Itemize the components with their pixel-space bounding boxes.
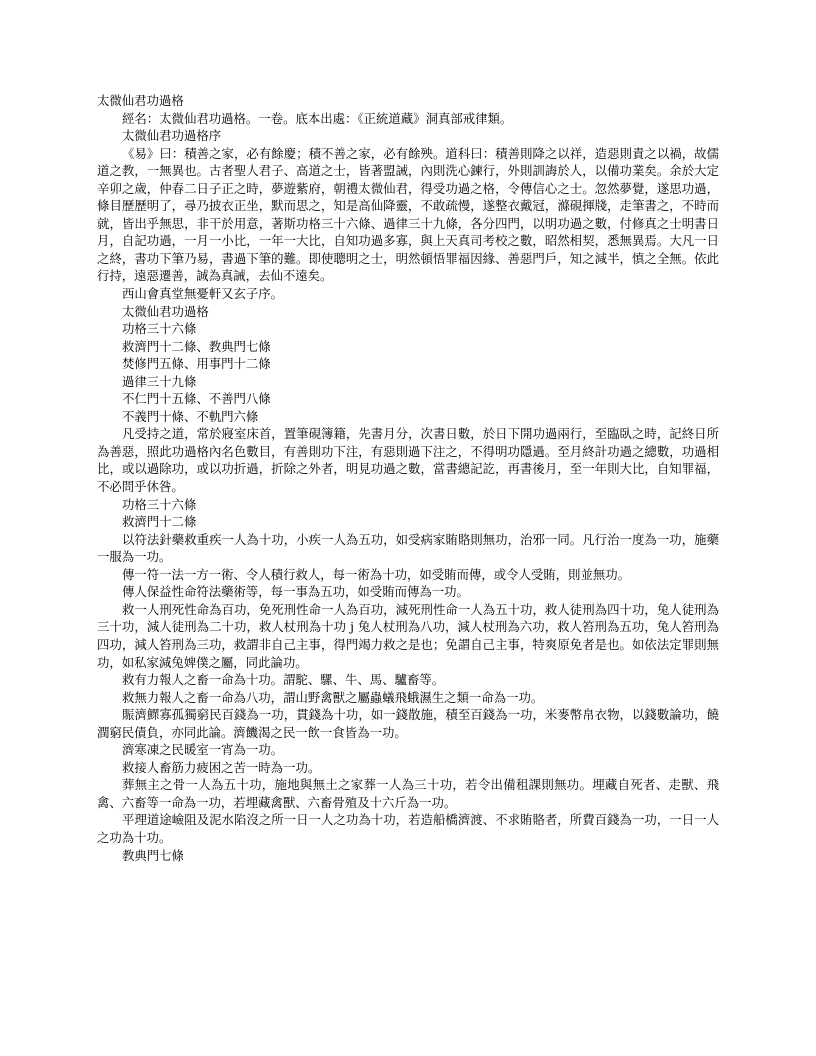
practice-instructions: 凡受持之道，常於寢室床首，置筆硯簿籍，先書月分，次書日數，於日下開功過兩行，至臨臥之時，記終日所為善惡，照此功過格內名色數目，有善則功下注，有惡則過下注之，不得明功隱過。至月終計功過之總數，功過相比，或以過除功，或以功折過，折除之外者，明見功過之數，當書總記訖，再書後月，至一年則大比，自知罪福，不必問乎休咎。	[97, 426, 719, 495]
merit-clause-save-working-animals: 救有力報人之畜一命為十功。謂駝、騾、牛、馬、驢畜等。	[122, 672, 445, 688]
merit-clause-healing: 以符法針藥救重疾一人為十功，小疾一人為五功，如受病家賄賂則無功，治邪一同。凡行治一度為一功，施藥一服為一功。	[97, 531, 719, 565]
merit-section-heading: 功格三十六條	[122, 496, 197, 512]
merit-clause-transmit-method: 傳一符一法一方一術、令人積行救人，每一術為十功，如受賄而傳，或令人受賄，則並無功。	[122, 566, 631, 582]
demerit-gates-line-2: 不義門十條、不軌門六條	[122, 408, 259, 424]
preface-paragraph: 《易》曰：積善之家，必有餘慶；積不善之家，必有餘殃。道科曰：積善則降之以祥，造惡則責之以禍，故儒道之教，一無異也。古者聖人君子、高道之士，皆著盟誡，內則洗心鍊行，外則訓誨於人，以備功業矣。余於大定辛卯之歲，仲春二日子正之時，夢遊紫府，朝禮太微仙君，得受功過之格，令傳信心之士。忽然夢覺，遂思功過，條目歷歷明了，尋乃披衣正坐，默而思之，知是高仙降靈，不敢疏慢，遂整衣戴冠，滌硯揮牋，走筆書之，不時而就，皆出乎無思，非干於用意，著斯功格三十六條、過律三十九條，各分四門，以明功過之數，付修真之士明書日月，自記功過，一月一小比，一年一大比，自知功過多寡，與上天真司考校之數，昭然相契，悉無異焉。大凡一日之終，書功下筆乃易，書過下筆的難。即使聰明之士，明然頓悟罪福因緣、善惡門戶，知之減半，慎之全無。依此行持，遠惡遷善，誠為真誡，去仙不遠矣。	[97, 145, 719, 284]
merit-clause-save-wild-creatures: 救無力報人之畜一命為八功，謂山野禽獸之屬蟲蟻飛蛾濕生之類一命為一功。	[122, 689, 544, 705]
merit-gates-line-1: 救濟門十二條、教典門七條	[122, 338, 271, 354]
scripture-info: 經名：太微仙君功過格。一卷。底本出處：《正統道藏》洞真部戒律類。	[122, 110, 513, 126]
demerit-count-heading: 過律三十九條	[122, 373, 197, 389]
merit-clause-warm-shelter: 濟寒凍之民暖室一宵為一功。	[122, 742, 284, 758]
demerit-gates-line-1: 不仁門十五條、不善門八條	[122, 391, 271, 407]
merit-gates-line-2: 焚修門五條、用事門十二條	[122, 356, 271, 372]
merit-count-heading: 功格三十六條	[122, 321, 197, 337]
scripture-gate-heading: 教典門七條	[122, 847, 184, 863]
preface-signature: 西山會真堂無憂軒又玄子序。	[122, 286, 284, 302]
merit-clause-road-repair: 平理道途嶮阻及泥水陷沒之所一日一人之功為十功，若造船橋濟渡、不求賄賂者，所費百錢為一功，一日一人之功為十功。	[97, 812, 719, 845]
merit-clause-burial: 葬無主之骨一人為五十功，施地與無土之家葬一人為三十功，若令出備租課則無功。埋藏自死者、走獸、飛禽、六畜等一命為一功，若埋藏禽獸、六畜骨殖及十六斤為一功。	[97, 777, 719, 810]
merit-clause-relieve-poor: 賑濟鰥寡孤獨窮民百錢為一功，貫錢為十功，如一錢散施，積至百錢為一功，米麥幣帛衣物，以錢數論功，饒潤窮民債負，亦同此論。濟饑渴之民一飲一食皆為一功。	[97, 707, 719, 740]
work-title-repeat: 太微仙君功過格	[122, 303, 209, 319]
relief-gate-heading: 救濟門十二條	[122, 514, 197, 530]
preface-heading: 太微仙君功過格序	[122, 128, 222, 144]
merit-clause-preserve-life: 傳人保益性命符法藥術等，每一事為五功，如受賄而傳為一功。	[122, 584, 469, 600]
merit-clause-save-from-punishment: 救一人刑死性命為百功，免死刑性命一人為百功，減死刑性命一人為五十功，救人徒刑為四十功，兔人徒刑為三十功，減人徒刑為二十功，救人杖刑為十功 j 兔人杖刑為八功，減人杖刑為六功，救人笞刑為五功，兔人笞刑為四功，減人笞刑為三功，救謂非自己主事，得門竭力救之是也；免謂自己主事，特爽原免者是也。如依法定罪則無功，如私家減兔婢僕之屬，同此論功。	[97, 601, 719, 670]
merit-clause-relieve-exhaustion: 救接人畜筋力疲困之苦一時為一功。	[122, 759, 321, 775]
doc-title: 太微仙君功過格	[97, 93, 184, 108]
document-text-block	[97, 92, 719, 864]
